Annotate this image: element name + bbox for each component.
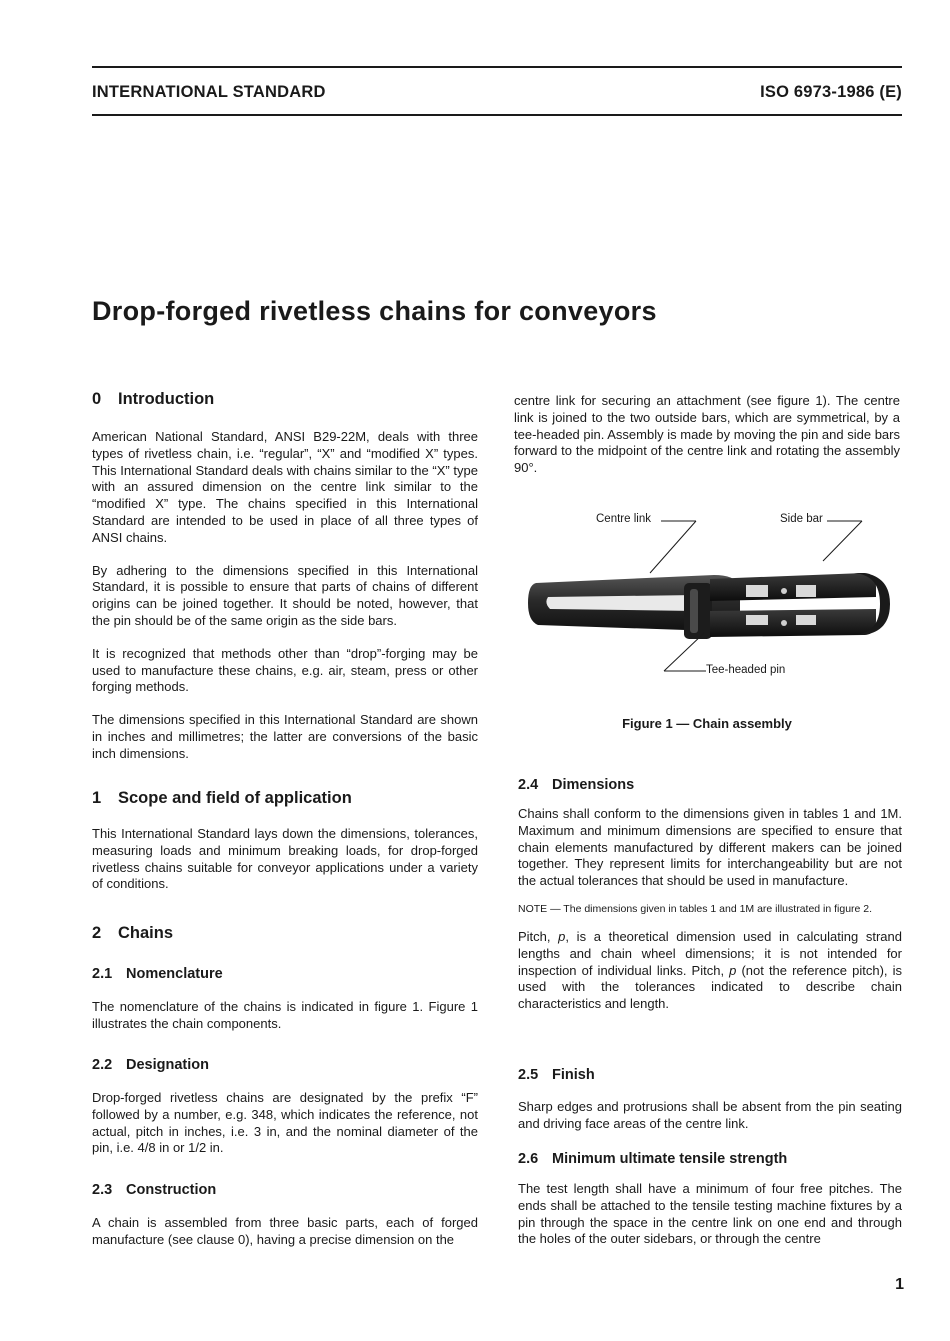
section-2-2-para-1: Drop-forged rivetless chains are designated by the prefix “F” followed by a number, e.g. 348, which indicates the reference, not actual, pitch in inches, i.e. 3 in, and the nominal diameter of the pin, i.e. 4/8 in or 1/2 in. — [92, 1090, 478, 1156]
section-2-3-heading: 2.3 Construction — [92, 1182, 217, 1198]
section-2-3-para-1-continued: centre link for securing an attachment (see figure 1). The centre link is joined to the two outside bars, which are symmetrical, by a tee-headed pin. Assembly is made by moving the pin and side bars forward to the midpoint of the centre link and rotating the assembly 90°. — [514, 393, 900, 476]
left-column-lower — [92, 789, 478, 893]
section-1-para-1: This International Standard lays down the dimensions, tolerances, measuring loads and minimum breaking loads, for drop-forged rivetless chains suitable for conveyor applications under a variety of conditions. — [92, 826, 478, 892]
section-2-6-heading: 2.6 Minimum ultimate tensile strength — [518, 1151, 788, 1167]
section-2-4-note: NOTE — The dimensions given in tables 1 and 1M are illustrated in figure 2. — [518, 902, 873, 915]
section-2-5-para-1: Sharp edges and protrusions shall be absent from the pin seating and driving face areas of the centre link. — [518, 1099, 902, 1131]
figure-1-label-tee-headed-pin: Tee-headed pin — [706, 664, 786, 676]
document-title: Drop-forged rivetless chains for conveyors — [92, 296, 657, 326]
section-2-4-heading: 2.4 Dimensions — [518, 777, 635, 793]
header-iso-number: ISO 6973-1986 (E) — [760, 83, 902, 101]
figure-1-label-side-bar: Side bar — [780, 513, 823, 525]
section-0-heading: 0 Introduction — [92, 390, 215, 408]
section-2-5-block — [518, 1067, 902, 1133]
figure-1-caption: Figure 1 — Chain assembly — [622, 716, 792, 731]
section-0-para-2: By adhering to the dimensions specified in this International Standard, it is possible to ensure that parts of chains of different origins can be joined together. It should be noted, however, that the pin should be of the same origin as the side bars. — [92, 562, 478, 628]
section-0-para-3: It is recognized that methods other than “drop”-forging may be used to manufacture these chains, e.g. air, steam, press or other forging methods. — [92, 645, 478, 695]
left-column — [92, 390, 478, 763]
section-2-3-para-1: A chain is assembled from three basic parts, each of forged manufacture (see clause 0), having a precise dimension on the — [92, 1215, 478, 1247]
section-2-5-heading: 2.5 Finish — [518, 1067, 595, 1083]
right-column-top — [514, 393, 900, 477]
section-2-4-block — [518, 777, 902, 1013]
section-0-para-4: The dimensions specified in this International Standard are shown in inches and millimetres; the latter are conversions of the basic inch dimensions. — [92, 712, 478, 761]
header-bottom-rule — [92, 114, 902, 116]
section-2-3-block — [92, 1182, 478, 1249]
section-2-2-block — [92, 1057, 478, 1157]
section-2-block — [92, 924, 478, 943]
section-2-4-para-2: Pitch, p, is a theoretical dimension used in calculating strand lengths and chain wheel dimensions; it is not intended for inspection of individual links. Pitch, p (not the reference pitch), is used with the tolerances indicated to describe chain characteristics and length. — [518, 928, 902, 1012]
figure-1 — [514, 505, 900, 745]
section-2-6-block — [518, 1151, 902, 1248]
section-2-heading: 2 Chains — [92, 924, 174, 942]
header-top-rule — [92, 66, 902, 68]
section-2-1-para-1: The nomenclature of the chains is indicated in figure 1. Figure 1 illustrates the chain components. — [92, 999, 478, 1031]
section-1-heading: 1 Scope and field of application — [92, 789, 352, 807]
page-number: 1 — [895, 1276, 904, 1293]
section-2-1-block — [92, 966, 478, 1033]
section-2-2-heading: 2.2 Designation — [92, 1057, 209, 1073]
figure-1-label-centre-link: Centre link — [596, 513, 651, 525]
section-0-para-1: American National Standard, ANSI B29-22M, deals with three types of rivetless chain, i.e. “regular”, “X” and “modified X” types. This International Standard deals with chains similar to the “X” type with an assured dimension on the centre link similar to the “modified X” type. The chains specified in this International Standard are intended to be used in place of all three types of ANSI chains. — [92, 429, 478, 545]
chain-assembly-illustration — [514, 505, 900, 685]
section-2-6-para-1: The test length shall have a minimum of four free pitches. The ends shall be attached to the tensile testing machine fixtures by a pin through the space in the centre link on one end and through the holes of the outer sidebars, or through the centre — [518, 1181, 902, 1247]
section-2-4-para-1: Chains shall conform to the dimensions given in tables 1 and 1M. Maximum and minimum dimensions are specified to ensure that chain elements manufactured by different makers can be joined together. They represent limits for interchangeability but are not the actual tolerances that should be used in manufacture. — [518, 806, 902, 889]
section-2-1-heading: 2.1 Nomenclature — [92, 966, 223, 982]
header-standard-label: INTERNATIONAL STANDARD — [92, 83, 326, 101]
